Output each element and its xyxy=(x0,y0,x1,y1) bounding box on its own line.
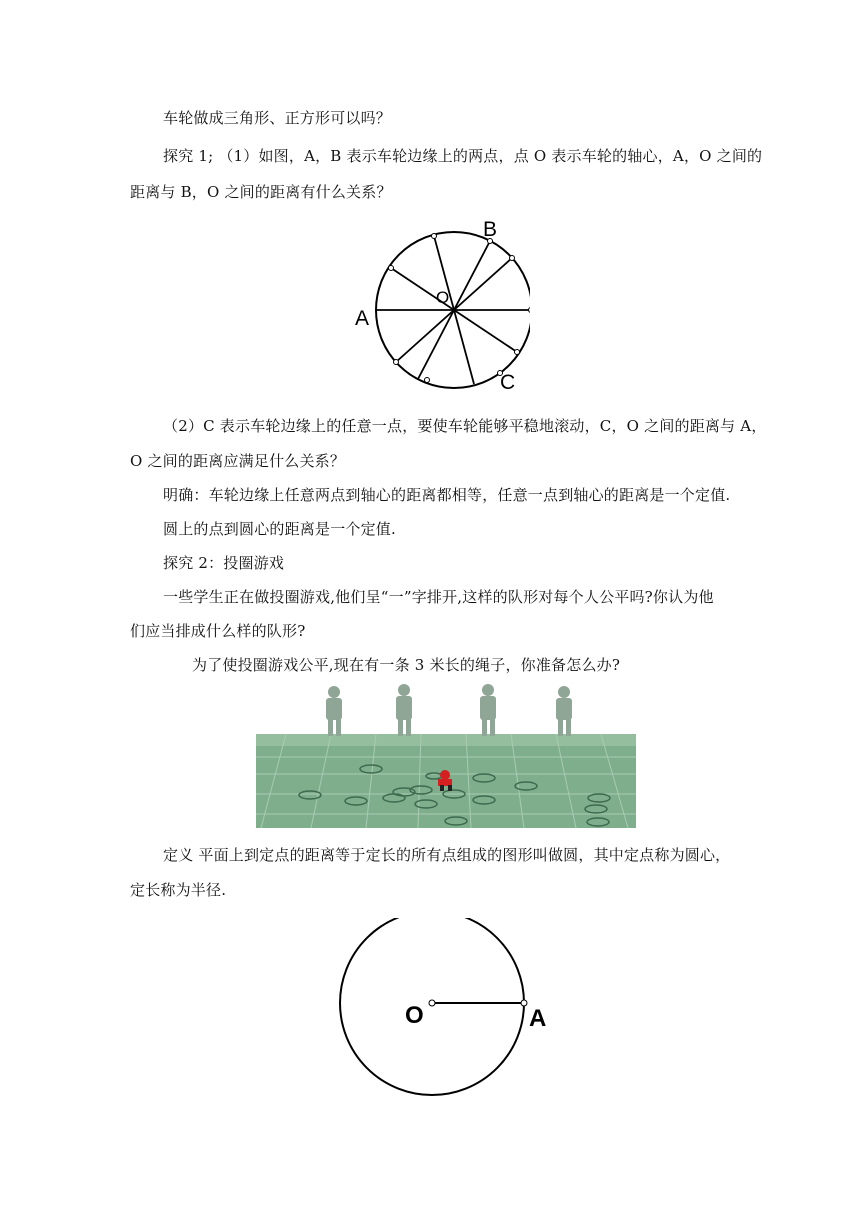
paragraph-explore-1-line-2: 距离与 B，O 之间的距离有什么关系？ xyxy=(130,183,392,201)
label-o-center: O xyxy=(436,288,450,307)
student-1 xyxy=(326,686,342,736)
paragraph-rope-question: 为了使投圈游戏公平,现在有一条 3 米长的绳子，你准备怎么办? xyxy=(192,656,621,674)
paragraph-explore-2-title: 探究 2：投圈游戏 xyxy=(163,554,285,572)
wheel-figure xyxy=(350,212,530,394)
students-in-line xyxy=(326,684,572,736)
wheel-spokes xyxy=(376,236,530,384)
label-b: B xyxy=(483,218,498,241)
paragraph-ring-toss-line-2: 们应当排成什么样的队形? xyxy=(130,622,306,640)
paragraph-explore-1-line-1: 探究 1; （1）如图，A，B 表示车轮边缘上的两点，点 O 表示车轮的轴心，A，O 之间的 xyxy=(163,147,763,165)
ring-toss-photo xyxy=(256,682,636,828)
student-3 xyxy=(480,684,496,736)
label-a-edge: A xyxy=(529,1005,547,1032)
paragraph-explore-2-line-2: O 之间的距离应满足什么关系？ xyxy=(130,452,346,470)
paragraph-clarification: 明确：车轮边缘上任意两点到轴心的距离都相等，任意一点到轴心的距离是一个定值. xyxy=(163,486,731,504)
label-c: C xyxy=(500,371,516,394)
paragraph-circle-property: 圆上的点到圆心的距离是一个定值. xyxy=(163,520,396,538)
center-point xyxy=(429,1000,435,1006)
paragraph-wheel-shape-question: 车轮做成三角形、正方形可以吗？ xyxy=(163,109,392,127)
label-o: O xyxy=(405,1002,424,1029)
student-2 xyxy=(396,684,412,736)
circle-definition-figure xyxy=(330,918,560,1100)
label-a: A xyxy=(355,307,370,330)
paragraph-definition-line-2: 定长称为半径. xyxy=(130,881,227,899)
edge-point xyxy=(521,1000,527,1006)
student-4 xyxy=(556,686,572,736)
paragraph-explore-2-line-1: （2）C 表示车轮边缘上的任意一点，要使车轮能够平稳地滚动，C，O 之间的距离与 A， xyxy=(163,417,767,435)
paragraph-ring-toss-line-1: 一些学生正在做投圈游戏,他们呈“一”字排开,这样的队形对每个人公平吗?你认为他 xyxy=(163,588,714,606)
paragraph-definition-line-1: 定义 平面上到定点的距离等于定长的所有点组成的图形叫做圆，其中定点称为圆心， xyxy=(163,846,731,864)
